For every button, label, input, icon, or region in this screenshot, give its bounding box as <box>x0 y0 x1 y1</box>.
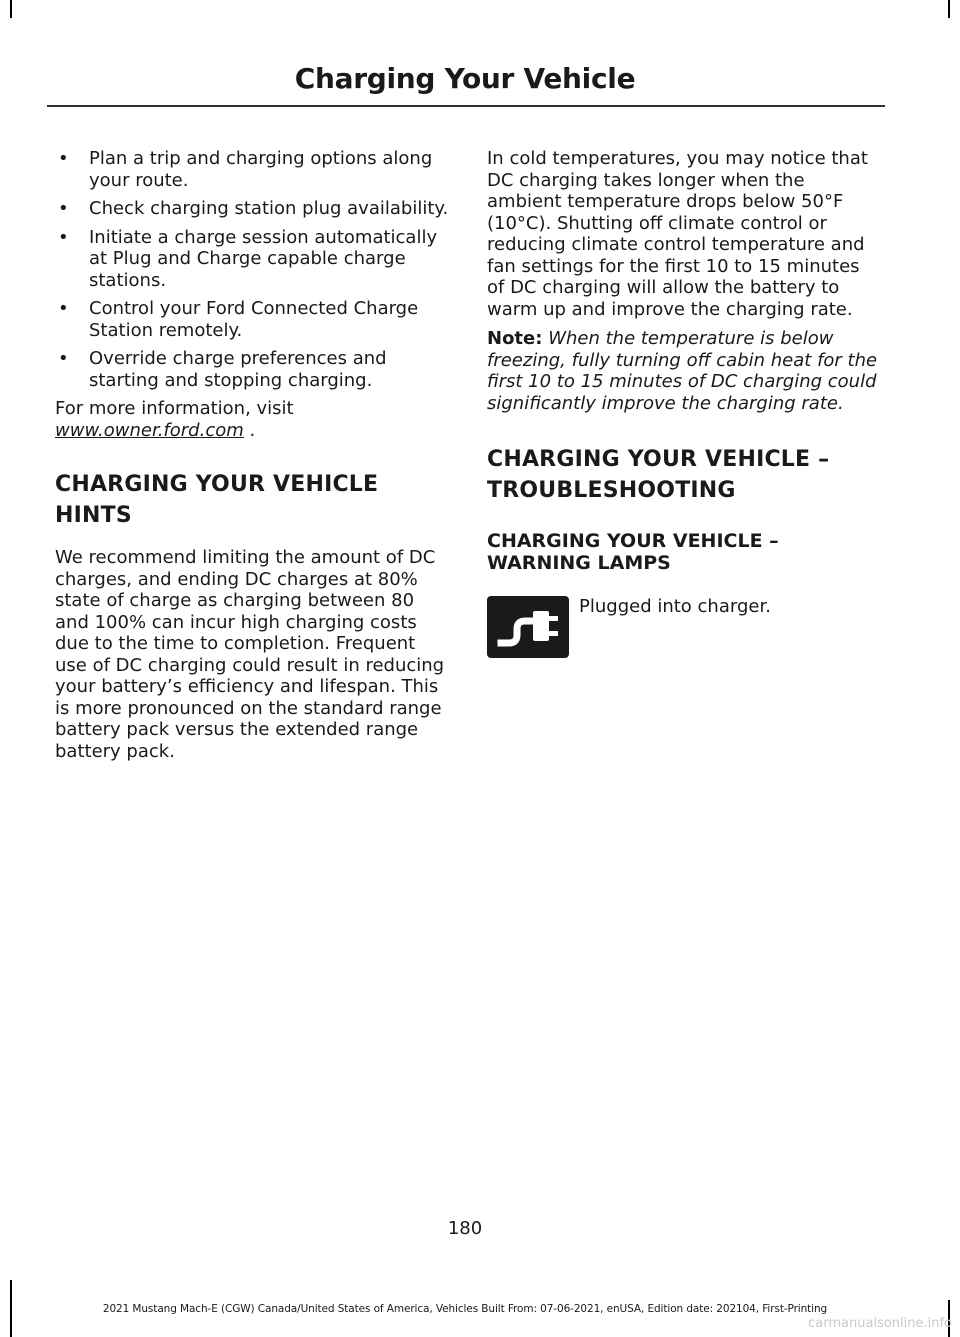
note-label: Note: <box>487 328 543 349</box>
warning-lamps-heading: CHARGING YOUR VEHICLE – WARNING LAMPS <box>487 530 779 574</box>
warning-lamp-label: Plugged into charger. <box>579 596 771 617</box>
page-number: 180 <box>447 1218 483 1239</box>
page-title: Charging Your Vehicle <box>294 62 636 95</box>
note-text: When the temperature is below freezing, fully turning off cabin heat for the first 10 to 15 minutes of DC charging could significantly improve the charging rate. <box>487 328 878 414</box>
hints-heading-line1: CHARGING YOUR VEHICLE <box>55 472 379 497</box>
troubleshooting-heading-line2: TROUBLESHOOTING <box>487 478 736 503</box>
bullet-icon: • <box>58 148 69 169</box>
more-info-paragraph <box>55 398 449 441</box>
hints-paragraph: We recommend limiting the amount of DC charges, and ending DC charges at 80% state of charge as charging between 80 and 100% can incur high charging costs due to the time to completion. Frequent use of DC charging could result in reducing your battery’s efficiency and lifespan. This is more pronounced on the standard range battery pack versus the extended range battery pack. <box>55 547 445 762</box>
list-item: • Initiate a charge session automatically at Plug and Charge capable charge stations. <box>58 226 438 291</box>
footer-text: 2021 Mustang Mach-E (CGW) Canada/United States of America, Vehicles Built From: 07-06-2021, enUSA, Edition date: 202104, First-Printing <box>102 1303 828 1315</box>
list-item: • Check charging station plug availability. <box>58 198 449 219</box>
hints-heading <box>55 469 449 531</box>
right-column <box>487 148 882 658</box>
note-paragraph <box>487 328 882 414</box>
hints-heading-line2: HINTS <box>55 503 132 528</box>
troubleshooting-heading-line1: CHARGING YOUR VEHICLE – <box>487 447 830 472</box>
crop-mark-top-right <box>948 0 950 18</box>
cold-weather-paragraph: In cold temperatures, you may notice that DC charging takes longer when the ambient temperature drops below 50°F (10°C). Shutting off climate control or reducing climate control temperature and fan settings for the first 10 to 15 minutes of DC charging will allow the battery to warm up and improve the charging rate. <box>487 148 868 320</box>
owner-website-link[interactable]: www.owner.ford.com <box>55 419 244 441</box>
list-item: • Control your Ford Connected Charge Station remotely. <box>58 298 419 341</box>
bullet-icon: • <box>58 198 69 219</box>
left-column <box>55 148 449 770</box>
bullet-icon: • <box>58 298 69 319</box>
watermark: carmanualsonline.info <box>808 1316 952 1331</box>
plug-icon <box>487 596 569 658</box>
bullet-icon: • <box>58 226 69 248</box>
crop-mark-top-left <box>10 0 12 18</box>
header-divider <box>47 105 885 107</box>
more-info-text: For more information, visit <box>55 398 294 419</box>
troubleshooting-heading <box>487 444 882 506</box>
bullet-icon: • <box>58 348 69 369</box>
list-item: • Override charge preferences and starting and stopping charging. <box>58 348 387 391</box>
more-info-suffix: . <box>243 419 256 441</box>
warning-lamp-row <box>487 596 882 658</box>
feature-list <box>55 148 449 391</box>
list-item: • Plan a trip and charging options along your route. <box>58 148 433 191</box>
